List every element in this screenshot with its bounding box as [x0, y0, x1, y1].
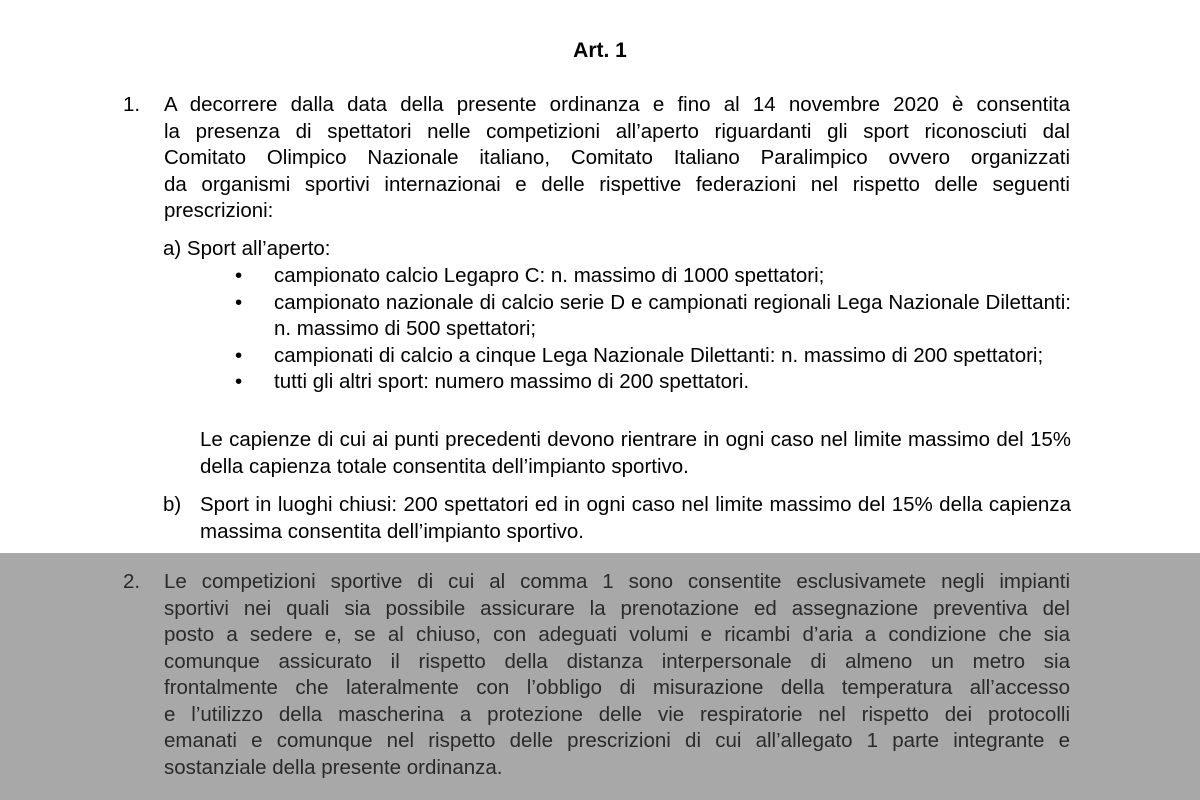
list-item-text: campionati di calcio a cinque Lega Nazionale Dilettanti: n. massimo di 200 spettatori;	[274, 343, 1044, 367]
paragraph-1-line: A decorrere dalla data della presente ordinanza e fino al 14 novembre 2020 è consentita	[164, 93, 1070, 116]
paragraph-2-line: posto a sedere e, se al chiuso, con adeguati volumi e ricambi d’aria a condizione che sia	[164, 623, 1070, 646]
paragraph-2-line: frontalmente che lateralmente con l’obbligo di misurazione della temperatura all’accesso	[164, 676, 1070, 699]
list-item	[235, 343, 1071, 370]
subsection-b-label: b)	[163, 493, 182, 516]
subsection-b-text: Sport in luoghi chiusi: 200 spettatori ed in ogni caso nel limite massimo del 15% della capienza massima consentita dell’impianto sportivo.	[200, 493, 1071, 543]
list-item	[235, 263, 1071, 290]
list-item-text: tutti gli altri sport: numero massimo di 200 spettatori.	[274, 370, 750, 393]
paragraph-2-line: sportivi nei quali sia possibile assicurare la prenotazione ed assegnazione preventiva del	[164, 596, 1070, 620]
paragraph-2-line: comunque assicurato il rispetto della distanza interpersonale di almeno un metro sia	[164, 649, 1070, 673]
paragraph-1-line: la presenza di spettatori nelle competizioni all’aperto riguardanti gli sport riconosciuti dal	[164, 119, 1070, 143]
paragraph-2-line: Le competizioni sportive di cui al comma 1 sono consentite esclusivamete negli impianti	[164, 570, 1070, 593]
list-item	[235, 290, 1071, 343]
paragraph-2-number: 2.	[123, 570, 141, 593]
paragraph-1-line: Comitato Olimpico Nazionale italiano, Comitato Italiano Paralimpico ovvero organizzati	[164, 146, 1070, 169]
bullet-dot: •	[235, 290, 243, 314]
article-title: Art. 1	[573, 39, 627, 62]
subsection-a-label: a) Sport all’aperto:	[163, 237, 331, 260]
bullet-dot: •	[235, 343, 243, 367]
paragraph-2	[164, 569, 1070, 781]
paragraph-1-line: prescrizioni:	[164, 199, 274, 222]
bullet-dot: •	[235, 370, 243, 393]
list-item-text: campionato nazionale di calcio serie D e campionati regionali Lega Nazionale Dilettanti: n. massimo di 500 spettatori;	[274, 290, 1071, 340]
paragraph-2-line: e l’utilizzo della mascherina a protezione delle vie respiratorie nel rispetto dei protocolli	[164, 702, 1070, 726]
paragraph-2-line: emanati e comunque nel rispetto delle prescrizioni di cui all’allegato 1 parte integrante e	[164, 729, 1070, 752]
list-item-text: campionato calcio Legapro C: n. massimo di 1000 spettatori;	[274, 264, 825, 287]
paragraph-1	[164, 92, 1070, 225]
bullet-dot: •	[235, 264, 243, 287]
paragraph-1-number: 1.	[123, 93, 141, 116]
bullet-list	[235, 263, 1071, 396]
paragraph-1-line: da organismi sportivi internazionai e delle rispettive federazioni nel rispetto delle seguenti	[164, 172, 1070, 196]
capacity-note: Le capienze di cui ai punti precedenti devono rientrare in ogni caso nel limite massimo del 15% della capienza totale consentita dell’impianto sportivo.	[200, 428, 1071, 478]
paragraph-2-line: sostanziale della presente ordinanza.	[164, 755, 503, 779]
list-item	[235, 369, 1071, 396]
highlighted-region	[0, 553, 1200, 800]
